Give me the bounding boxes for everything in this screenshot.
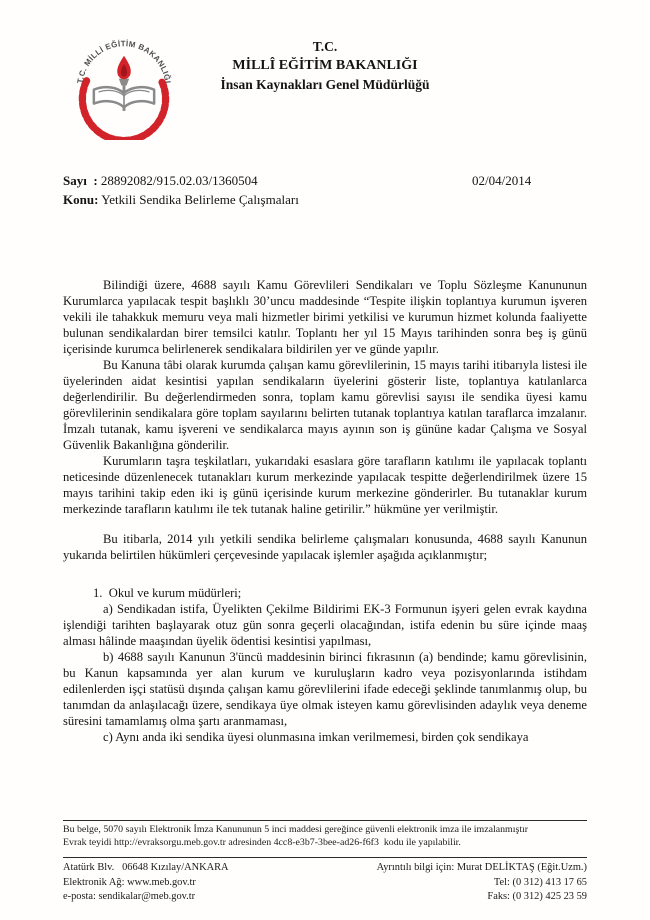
esign-note-line1: Bu belge, 5070 sayılı Elektronik İmza Kanununun 5 inci maddesi gereğince güvenli elektronik imza ile imzalanmıştır — [63, 824, 529, 835]
footer-tel: Tel: (0 312) 413 17 65 — [493, 876, 587, 888]
footer-contact — [63, 861, 587, 905]
header-republic: T.C. — [312, 39, 338, 54]
sayi-value: 28892082/915.02.03/1360504 — [100, 173, 258, 188]
footer-email: e-posta: sendikalar@meb.gov.tr — [63, 891, 196, 902]
meta-block — [63, 172, 587, 209]
list-item-a: a) Sendikadan istifa, Üyelikten Çekilme Bildirimi EK-3 Formunun işyeri gelen evrak kaydına işlendiği tarihten başlayarak otuz gün sonra geçerli olacağından, istifa edenin bu süre içinde maaş alması hâlinde maaşından üyelik ödentisi kesintisi yapılması, — [63, 602, 587, 648]
footer-contact-person: Ayrıntılı bilgi için: Murat DELİKTAŞ (Eğit.Uzm.) — [376, 862, 587, 873]
paragraph-2: Bu Kanuna tâbi olarak kurumda çalışan kamu görevlilerinin, 15 mayıs tarihi itibarıyla listesi ile üyelerinden aidat kesintisi yapılan sendikaların üyelerini gösterir liste, toplantıya katılanlarca değerlendirilir. Bu değerlendirmeden sonra, toplam kamu görevlisi sayısı ile sendika üyesi kamu görevlilerinin sendikalara göre toplam sayılarını belirten tutanak toplantıya katılan taraflarca imzalanır. İmzalı tutanak, kamu işvereni ve sendikalarca mayıs ayının son iş gününe kadar Çalışma ve Sosyal Güvenlik Bakanlığına gönderilir. — [63, 358, 587, 452]
esign-note-line2: Evrak teyidi http://evraksorgu.meb.gov.tr adresinden 4cc8-e3b7-3bee-ad26-f6f3 kodu ile yapılabilir. — [63, 837, 461, 848]
letterhead — [0, 38, 650, 95]
footer-contact-left — [63, 861, 229, 905]
footer-contact-right — [377, 861, 587, 905]
sayi-label: Sayı : — [63, 173, 98, 188]
konu-label: Konu: — [63, 191, 99, 207]
document-body — [63, 277, 587, 745]
logo-arc-text: T.C. MİLLİ EĞİTİM BAKANLIĞI — [75, 39, 173, 85]
konu-row — [63, 191, 587, 210]
footer-web: Elektronik Ağ: www.meb.gov.tr — [63, 876, 196, 888]
header-department: İnsan Kaynakları Genel Müdürlüğü — [220, 77, 430, 92]
paragraph-3: Kurumların taşra teşkilatları, yukarıdaki esaslara göre tarafların katılımı ile yapılacak toplantı neticesinde düzenlenecek tutanakları kurum merkezinde yapılacak tespitte değerlendirilmek üzere 15 mayıs tarihini takip eden iki iş günü içerisinde kurum merkezine gönderirler. Bu tutanaklar kurum merkezinde tarafların katılımı ile tek tutanak haline getirilir.” hükmüne yer verilmiştir. — [63, 454, 587, 516]
footer-rule-top — [63, 820, 587, 821]
header-ministry: MİLLÎ EĞİTİM BAKANLIĞI — [232, 58, 418, 73]
paragraph-4: Bu itibarla, 2014 yılı yetkili sendika belirleme çalışmaları konusunda, 4688 sayılı Kanunun yukarıda belirtilen hükümleri çerçevesinde yapılacak işlemler aşağıda açıklanmıştır; — [63, 532, 587, 562]
document-date: 02/04/2014 — [472, 173, 532, 188]
footer-fax: Faks: (0 312) 425 23 59 — [487, 891, 587, 902]
list-item-c: c) Aynı anda iki sendika üyesi olunmasına imkan verilmemesi, birden çok sendikaya — [103, 730, 529, 744]
paragraph-1: Bilindiği üzere, 4688 sayılı Kamu Görevlileri Sendikaları ve Toplu Sözleşme Kanununun Kurumlarca yapılacak tespit başlıklı 30’uncu maddesinde “Tespite ilişkin toplantıya kurumun işveren vekili ile tahakkuk memuru veya mali hizmetler birimi yetkilisi ve kurumun hizmet kolunda faaliyette bulunan sendikalardan birer temsilci katılır. Toplantı her yıl 15 Mayıs tarihinden sonra beş iş günü içerisinde kurumca belirlenerek sendikalara bildirilen yer ve günde yapılır. — [63, 278, 587, 356]
section-heading-1: 1. Okul ve kurum müdürleri; — [93, 586, 242, 600]
footer-address: Atatürk Blv. 06648 Kızılay/ANKARA — [63, 862, 229, 873]
esign-note — [63, 823, 587, 849]
konu-value: Yetkili Sendika Belirleme Çalışmaları — [101, 191, 299, 207]
footer-rule-bottom — [63, 857, 587, 858]
sayi-row — [63, 172, 587, 191]
list-item-b: b) 4688 sayılı Kanunun 3'üncü maddesinin birinci fıkrasının (a) bendinde; kamu görevlisinin, bu Kanun kapsamında yer alan kurum ve kuruluşların kadro veya pozisyonlarında istihdam edilenlerden işçi statüsü dışında çalışan kamu görevlilerini ifade edeceği şeklinde tanımlanmış olup, bu tanımdan da anlaşılacağı üzere, sendikaya üye olmak isteyen kamu görevlisinden adaylık veya deneme süresini tamamlamış olma şartı aranmaması, — [63, 650, 587, 728]
